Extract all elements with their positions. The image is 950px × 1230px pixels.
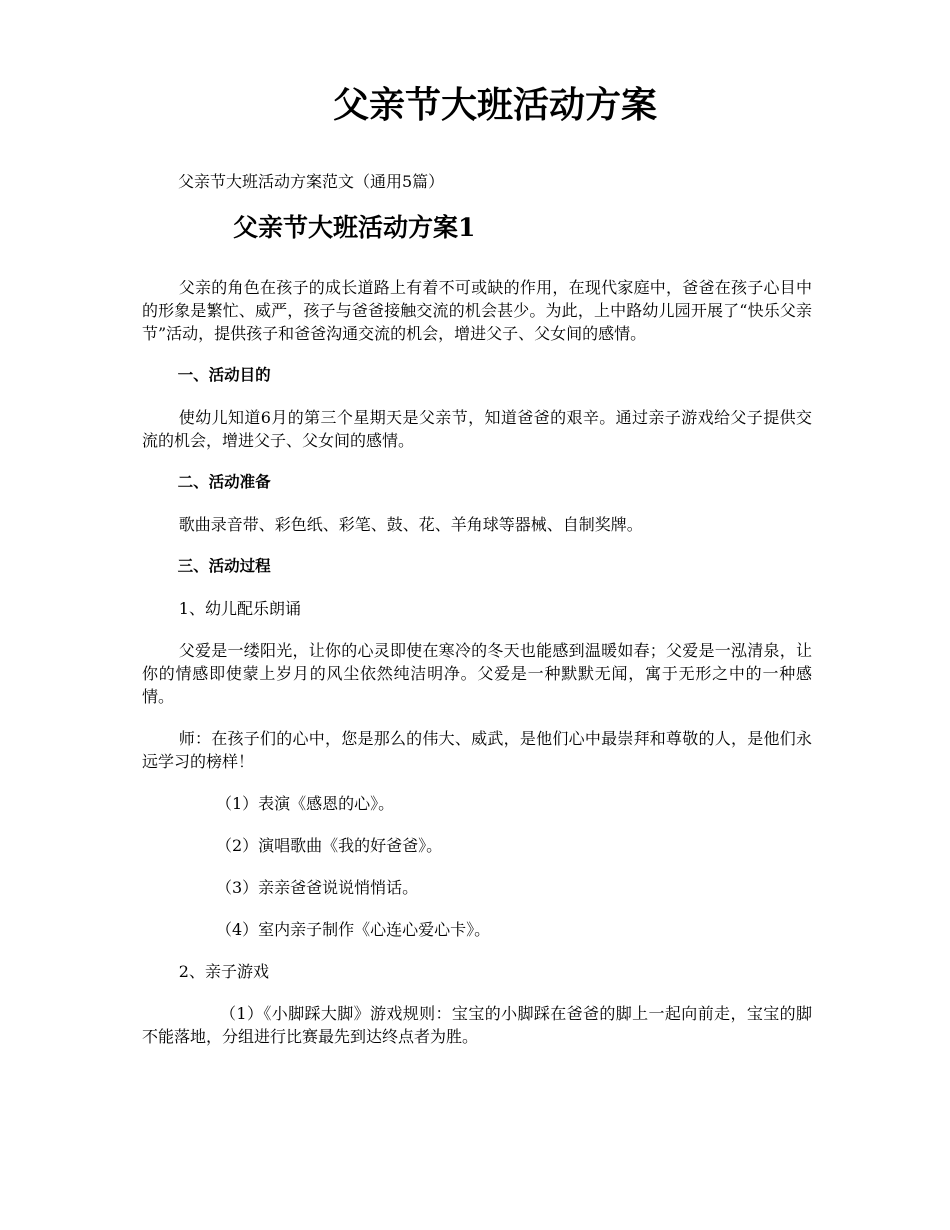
body-paragraph: 1、幼儿配乐朗诵 — [178, 599, 301, 618]
body-paragraph: 师：在孩子们的心中，您是那么的伟大、威武，是他们心中最崇拜和尊敬的人，是他们永远学习的榜样！ — [142, 729, 812, 771]
list-item: （4）室内亲子制作《心连心爱心卡》。 — [216, 920, 491, 939]
body-paragraph: 父亲的角色在孩子的成长道路上有着不可或缺的作用，在现代家庭中，爸爸在孩子心目中的形象是繁忙、威严，孩子与爸爸接触交流的机会甚少。为此，上中路幼儿园开展了“快乐父亲节”活动，提供孩子和爸爸沟通交流的机会，增进父子、父女间的感情。 — [142, 278, 812, 343]
document-body — [142, 276, 812, 1067]
section-heading: 一、活动目的 — [177, 366, 271, 384]
section-title: 父亲节大班活动方案1 — [233, 213, 476, 242]
body-paragraph: 使幼儿知道6月的第三个星期天是父亲节，知道爸爸的艰辛。通过亲子游戏给父子提供交流的机会，增进父子、父女间的感情。 — [142, 408, 812, 450]
list-item: （1）表演《感恩的心》。 — [216, 794, 395, 813]
list-item: （2）演唱歌曲《我的好爸爸》。 — [216, 836, 443, 855]
section-heading: 二、活动准备 — [177, 473, 271, 491]
list-item: （1）《小脚踩大脚》游戏规则：宝宝的小脚踩在爸爸的脚上一起向前走，宝宝的脚不能落地，分组进行比赛最先到达终点者为胜。 — [142, 1004, 812, 1046]
body-paragraph: 歌曲录音带、彩色纸、彩笔、鼓、花、羊角球等器械、自制奖牌。 — [178, 515, 643, 534]
list-item: （3）亲亲爸爸说说悄悄话。 — [216, 878, 419, 897]
document-subtitle: 父亲节大班活动方案范文（通用5篇） — [178, 172, 445, 191]
document-title: 父亲节大班活动方案 — [332, 84, 657, 126]
section-heading: 三、活动过程 — [177, 557, 271, 575]
body-paragraph: 2、亲子游戏 — [178, 962, 269, 981]
body-paragraph: 父爱是一缕阳光，让你的心灵即使在寒冷的冬天也能感到温暖如春；父爱是一泓清泉，让你的情感即使蒙上岁月的风尘依然纯洁明净。父爱是一种默默无闻，寓于无形之中的一种感情。 — [142, 641, 812, 706]
